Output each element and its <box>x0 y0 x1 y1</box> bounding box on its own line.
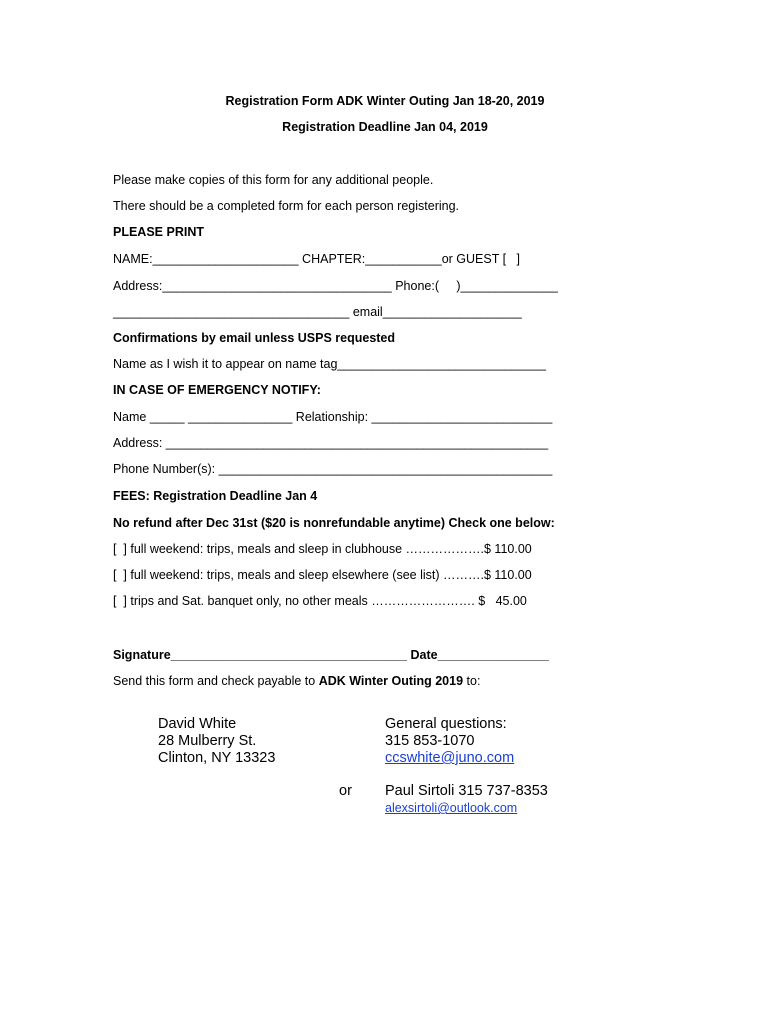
or-separator: or <box>339 783 352 799</box>
fees-heading: FEES: Registration Deadline Jan 4 <box>113 489 318 503</box>
emergency-heading: IN CASE OF EMERGENCY NOTIFY: <box>113 383 321 397</box>
copies-note: Please make copies of this form for any additional people. <box>113 173 434 187</box>
emergency-phone-line: Phone Number(s): ________________________________________________ <box>113 462 553 476</box>
send-prefix: Send this form and check payable to <box>113 674 319 688</box>
each-person-note: There should be a completed form for each person registering. <box>113 199 460 213</box>
email-line: __________________________________ email____________________ <box>113 305 522 319</box>
emergency-name-line: Name _____ _______________ Relationship: __________________________ <box>113 410 553 424</box>
send-payee: ADK Winter Outing 2019 <box>318 674 464 688</box>
questions-email-link[interactable]: ccswhite@juno.com <box>385 750 515 766</box>
registration-deadline: Registration Deadline Jan 04, 2019 <box>282 120 488 134</box>
send-instructions <box>113 674 480 689</box>
refund-note: No refund after Dec 31st ($20 is nonrefundable anytime) Check one below: <box>113 516 555 530</box>
questions-label: General questions: <box>385 716 507 732</box>
mail-name: David White <box>158 716 237 732</box>
emergency-address-line: Address: _______________________________________________________ <box>113 436 549 450</box>
please-print-heading: PLEASE PRINT <box>113 225 204 239</box>
name-chapter-guest-line: NAME:_____________________ CHAPTER:___________or GUEST [ ] <box>113 252 520 266</box>
mail-city: Clinton, NY 13323 <box>158 750 276 766</box>
confirmations-note: Confirmations by email unless USPS requested <box>113 331 396 345</box>
alt-email-link[interactable]: alexsirtoli@outlook.com <box>385 801 518 815</box>
fee-option-elsewhere: [ ] full weekend: trips, meals and sleep elsewhere (see list) ……….$ 110.00 <box>113 568 532 582</box>
fee-option-clubhouse: [ ] full weekend: trips, meals and sleep in clubhouse ……………….$ 110.00 <box>113 542 532 556</box>
alt-contact: Paul Sirtoli 315 737-8353 <box>385 783 548 799</box>
questions-phone: 315 853-1070 <box>385 733 475 749</box>
address-phone-line: Address:_________________________________ Phone:( )______________ <box>113 279 558 293</box>
name-tag-line: Name as I wish it to appear on name tag______________________________ <box>113 357 546 371</box>
fee-option-banquet: [ ] trips and Sat. banquet only, no other meals ……………………. $ 45.00 <box>113 594 527 608</box>
form-title: Registration Form ADK Winter Outing Jan 18-20, 2019 <box>225 94 545 108</box>
mail-street: 28 Mulberry St. <box>158 733 257 749</box>
signature-date-line: Signature__________________________________ Date________________ <box>113 648 549 662</box>
send-suffix: to: <box>463 674 481 688</box>
